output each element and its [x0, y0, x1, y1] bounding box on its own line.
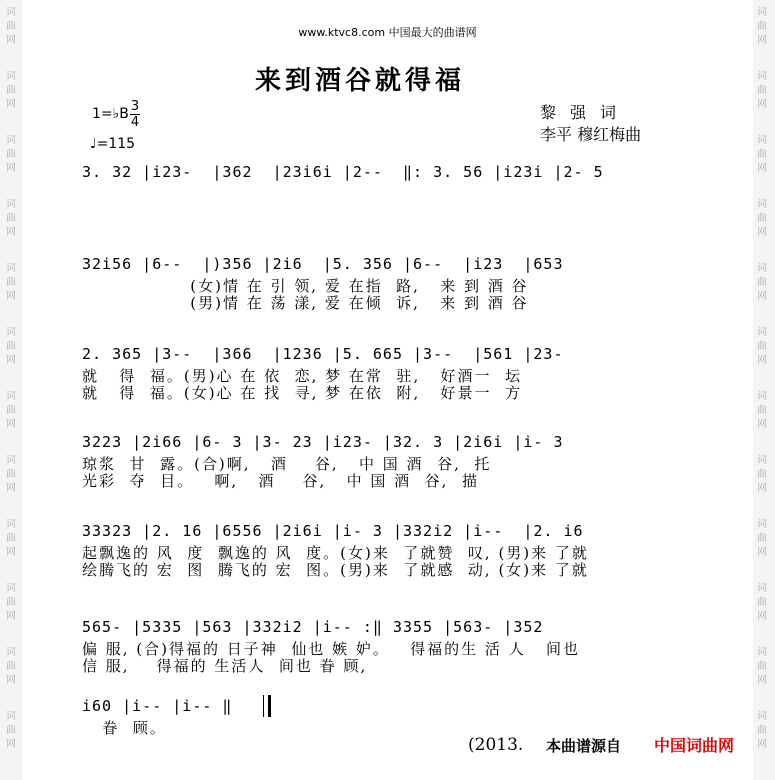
watermark-char: 网: [6, 419, 16, 430]
watermark-char: 网: [757, 611, 767, 622]
watermark-char: 网: [6, 227, 16, 238]
notation-line: 565- |5335 |563 |332i2 |i-- :‖ 3355 |563- |352: [82, 618, 544, 636]
watermark-char: 曲: [6, 341, 16, 352]
watermark-char: 词: [757, 711, 767, 722]
watermark-char: 网: [757, 291, 767, 302]
watermark-char: 词: [6, 391, 16, 402]
notation-line: i60 |i-- |i-- ‖: [82, 697, 233, 715]
watermark-char: 词: [757, 263, 767, 274]
watermark-char: 网: [6, 291, 16, 302]
lyrics-line-2: 光彩 夺 目。 啊, 酒 谷, 中 国 酒 谷, 描: [82, 472, 479, 490]
watermark-char: 曲: [757, 405, 767, 416]
watermark-char: 网: [6, 675, 16, 686]
watermark-char: 网: [757, 227, 767, 238]
watermark-char: 词: [757, 199, 767, 210]
lyrics-line-1: 眷 顾。: [82, 719, 167, 737]
watermark-char: 词: [757, 583, 767, 594]
watermark-char: 词: [757, 71, 767, 82]
lyricist-credit: 黎强词: [540, 103, 631, 122]
final-barline-thin: [263, 695, 264, 717]
watermark-char: 曲: [6, 661, 16, 672]
watermark-char: 曲: [757, 85, 767, 96]
watermark-char: 词: [757, 455, 767, 466]
watermark-char: 网: [757, 547, 767, 558]
watermark-char: 曲: [757, 533, 767, 544]
watermark-char: 网: [757, 99, 767, 110]
watermark-char: 词: [6, 71, 16, 82]
watermark-char: 网: [757, 419, 767, 430]
watermark-char: 词: [6, 327, 16, 338]
watermark-char: 词: [6, 455, 16, 466]
notation-line: 2. 365 |3-- |366 |1236 |5. 665 |3-- |561 |23-: [82, 345, 564, 363]
watermark-char: 网: [757, 483, 767, 494]
watermark-char: 曲: [6, 149, 16, 160]
watermark-char: 网: [6, 99, 16, 110]
site-header: www.ktvc8.com 中国最大的曲谱网: [298, 26, 477, 39]
watermark-char: 词: [757, 7, 767, 18]
watermark-char: 词: [6, 7, 16, 18]
watermark-char: 网: [6, 163, 16, 174]
watermark-char: 词: [757, 327, 767, 338]
lyrics-line-2: 就 得 福。(女)心 在 找 寻, 梦 在依 附, 好景一 方: [82, 384, 523, 402]
time-signature: [130, 100, 140, 129]
final-barline: [268, 695, 271, 717]
notation-line: 3223 |2i66 |6- 3 |3- 23 |i23- |32. 3 |2i6i |i- 3: [82, 433, 564, 451]
notation-line: 32i56 |6-- |)356 |2i6 |5. 356 |6-- |i23 |653: [82, 255, 564, 273]
watermark-char: 曲: [6, 21, 16, 32]
watermark-char: 曲: [6, 469, 16, 480]
watermark-char: 网: [757, 163, 767, 174]
watermark-char: 词: [6, 647, 16, 658]
watermark-char: 曲: [6, 277, 16, 288]
watermark-char: 曲: [757, 469, 767, 480]
watermark-char: 曲: [6, 597, 16, 608]
time-signature-top: 3: [130, 99, 140, 114]
lyrics-line-1: 琼浆 甘 露。(合)啊, 酒 谷, 中 国 酒 谷, 托: [82, 455, 492, 473]
footer-brand: 中国词曲网: [654, 736, 735, 755]
time-signature-bottom: 4: [130, 115, 140, 130]
watermark-char: 曲: [6, 213, 16, 224]
watermark-char: 曲: [6, 405, 16, 416]
lyrics-line-2: (男)情 在 荡 漾, 爱 在倾 诉, 来 到 酒 谷: [82, 294, 529, 312]
watermark-char: 网: [757, 355, 767, 366]
footer-source-label: 本曲谱源自: [546, 737, 622, 755]
watermark-char: 词: [6, 711, 16, 722]
watermark-char: 曲: [757, 21, 767, 32]
watermark-char: 词: [6, 519, 16, 530]
watermark-char: 词: [757, 647, 767, 658]
watermark-char: 网: [6, 35, 16, 46]
lyrics-line-1: 起飘逸的 风 度 飘逸的 风 度。(女)来 了就赞 叹, (男)来 了就: [82, 544, 589, 562]
watermark-char: 词: [757, 135, 767, 146]
watermark-char: 曲: [6, 85, 16, 96]
watermark-char: 曲: [757, 277, 767, 288]
lyrics-line-1: 偏 服, (合)得福的 日子神 仙也 嫉 妒。 得福的生 活 人 间也: [82, 640, 580, 658]
lyrics-line-1: (女)情 在 引 领, 爱 在指 路, 来 到 酒 谷: [82, 277, 529, 295]
lyrics-line-2: 信 服, 得福的 生活人 间也 眷 顾,: [82, 657, 368, 675]
watermark-char: 词: [6, 263, 16, 274]
watermark-char: 词: [757, 391, 767, 402]
song-title: 来到酒谷就得福: [254, 66, 465, 96]
watermark-char: 网: [757, 675, 767, 686]
watermark-char: 词: [6, 199, 16, 210]
composer-credit: 李平 穆红梅曲: [540, 125, 642, 144]
watermark-char: 网: [6, 739, 16, 750]
watermark-char: 词: [757, 519, 767, 530]
watermark-char: 曲: [757, 661, 767, 672]
watermark-char: 曲: [757, 597, 767, 608]
watermark-char: 网: [6, 483, 16, 494]
watermark-char: 词: [6, 135, 16, 146]
watermark-char: 曲: [757, 149, 767, 160]
watermark-char: 网: [757, 739, 767, 750]
watermark-char: 曲: [757, 341, 767, 352]
watermark-char: 曲: [6, 725, 16, 736]
watermark-char: 网: [757, 35, 767, 46]
watermark-char: 网: [6, 355, 16, 366]
notation-line: 33323 |2. 16 |6556 |2i6i |i- 3 |332i2 |i-- |2. i6: [82, 522, 584, 540]
watermark-char: 曲: [757, 213, 767, 224]
watermark-char: 网: [6, 611, 16, 622]
notation-line: 3. 32 |i23- |362 |23i6i |2-- ‖: 3. 56 |i23i |2- 5: [82, 163, 604, 181]
tempo-marking: ♩=115: [90, 136, 136, 152]
watermark-char: 词: [6, 583, 16, 594]
footer-date: (2013.: [468, 735, 524, 755]
lyrics-line-1: 就 得 福。(男)心 在 依 恋, 梦 在常 驻, 好酒一 坛: [82, 367, 523, 385]
lyrics-line-2: 绘腾飞的 宏 图 腾飞的 宏 图。(男)来 了就感 动, (女)来 了就: [82, 561, 589, 579]
watermark-char: 曲: [6, 533, 16, 544]
watermark-char: 网: [6, 547, 16, 558]
key-signature: 1=♭B: [92, 106, 129, 122]
watermark-char: 曲: [757, 725, 767, 736]
